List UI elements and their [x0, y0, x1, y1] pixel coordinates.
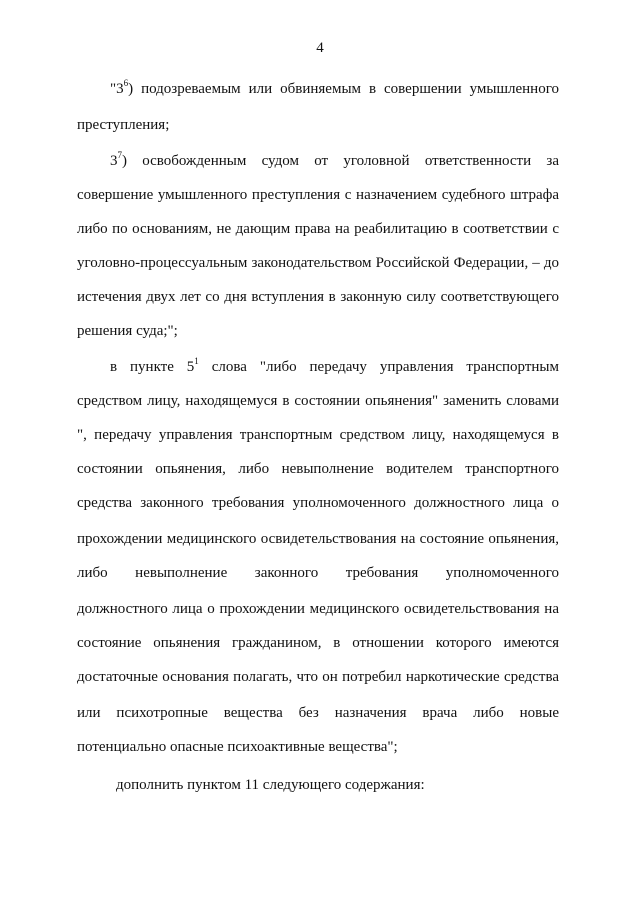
paragraph-line: преступления; — [77, 117, 170, 133]
paragraph-line: уголовно-процессуальным законодательством Российской Федерации, – до — [77, 255, 559, 271]
paragraph-line: средства законного требования уполномоченного должностного лица о — [77, 495, 559, 511]
paragraph-line: либо по основаниям, не дающим права на реабилитацию в соответствии с — [77, 221, 559, 237]
paragraph-line: "$3^6$) подозреваемым или обвиняемым в совершении умышленного — [110, 78, 559, 97]
paragraph-line: совершение умышленного преступления с назначением судебного штрафа — [77, 187, 559, 203]
paragraph-line: решения суда;"; — [77, 323, 178, 339]
paragraph-line: дополнить пунктом 11 следующего содержания: — [116, 777, 425, 793]
paragraph-line: состояние опьянения гражданином, в отношении которого имеются — [77, 635, 559, 651]
paragraph-line: истечения двух лет со дня вступления в законную силу соответствующего — [77, 289, 559, 305]
paragraph-line: или психотропные вещества без назначения врача либо новые — [77, 705, 559, 721]
paragraph-line: прохождении медицинского освидетельствования на состояние опьянения, — [77, 531, 559, 547]
paragraph-line: средством лицу, находящемуся в состоянии опьянения" заменить словами — [77, 393, 559, 409]
paragraph-line: достаточные основания полагать, что он потребил наркотические средства — [77, 669, 559, 685]
paragraph-line: должностного лица о прохождении медицинского освидетельствования на — [77, 601, 559, 617]
paragraph-line: $3^7$) освобожденным судом от уголовной ответственности за — [110, 150, 559, 169]
paragraph-line: ", передачу управления транспортным средством лицу, находящемуся в — [77, 427, 559, 443]
paragraph-line: состоянии опьянения, либо невыполнение водителем транспортного — [77, 461, 559, 477]
paragraph-line: либо невыполнение законного требования уполномоченного — [77, 565, 559, 581]
page-number: 4 — [316, 40, 324, 56]
paragraph-line: в пункте $5^1$ слова "либо передачу управления транспортным — [110, 356, 559, 375]
paragraph-line: потенциально опасные психоактивные вещества"; — [77, 739, 398, 755]
